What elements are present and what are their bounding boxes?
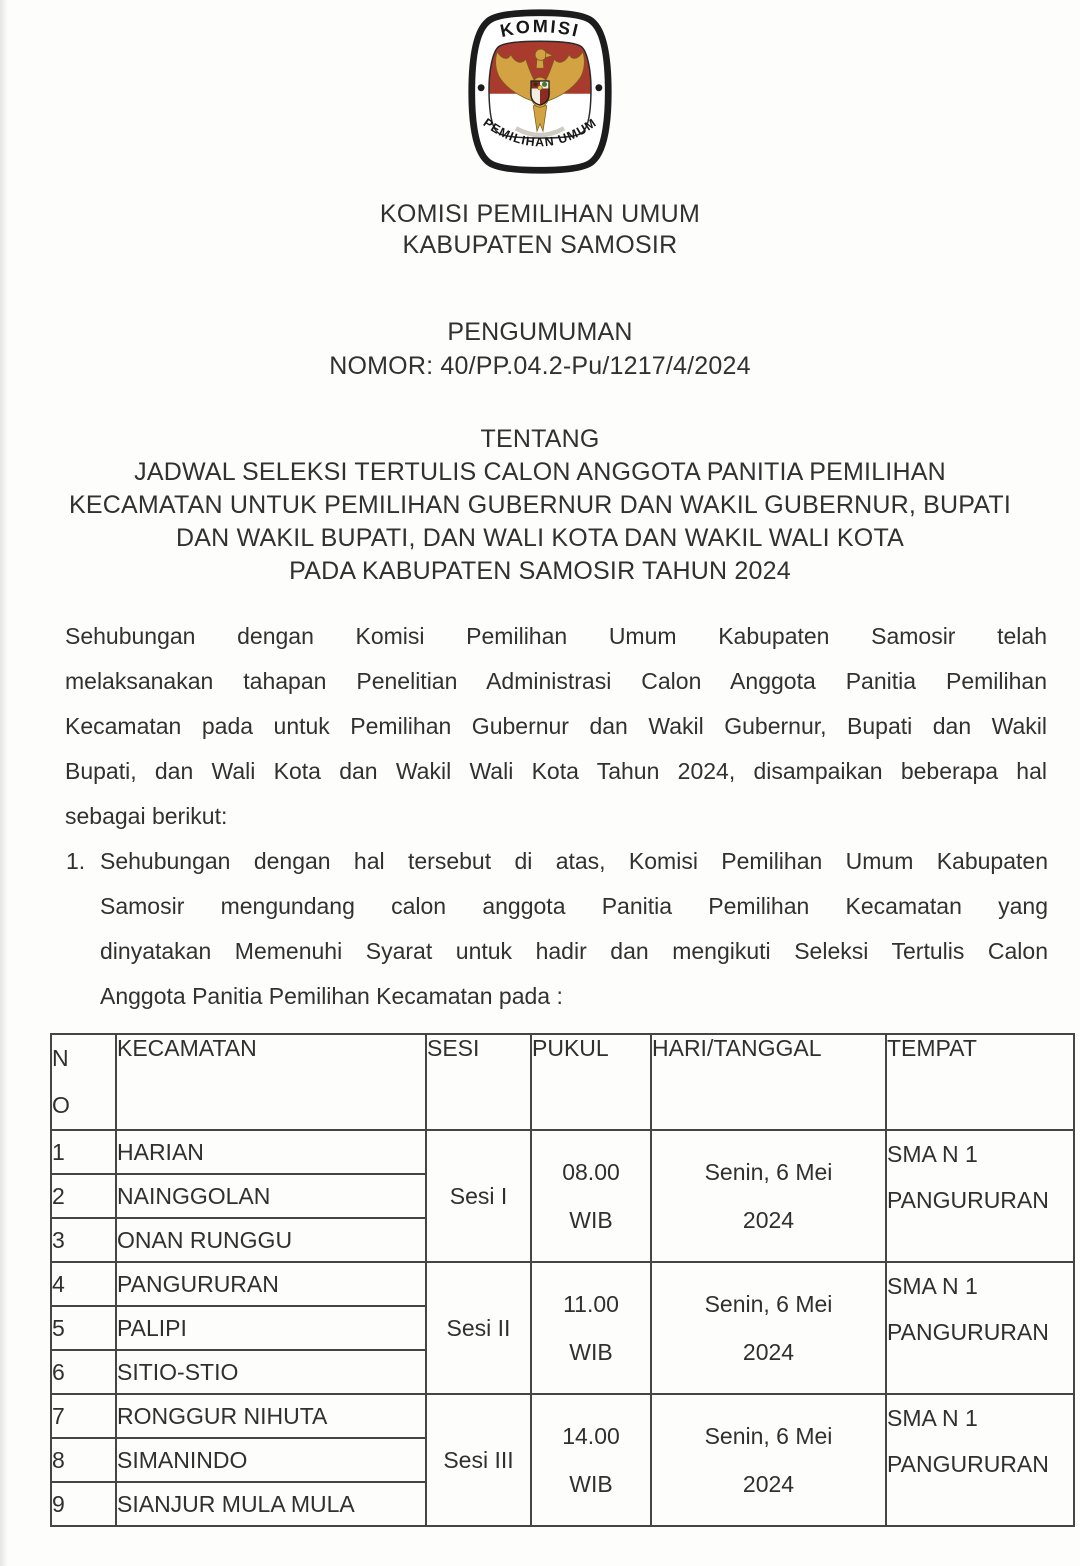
cell-kecamatan: HARIAN xyxy=(116,1130,426,1174)
col-header-kecamatan: KECAMATAN xyxy=(116,1034,426,1130)
item1-line: Samosir mengundang calon anggota Panitia Pemilihan Kecamatan yang xyxy=(100,893,1048,919)
hari-line: 2024 xyxy=(742,1207,795,1234)
subject-label: TENTANG xyxy=(480,425,600,453)
cell-hari-tanggal xyxy=(651,1262,886,1394)
hari-line: Senin, 6 Mei xyxy=(704,1159,833,1186)
intro-line: Sehubungan dengan Komisi Pemilihan Umum Kabupaten Samosir telah xyxy=(65,623,1047,649)
col-header-sesi: SESI xyxy=(426,1034,531,1130)
subject-line: DAN WAKIL BUPATI, DAN WALI KOTA DAN WAKIL WALI KOTA xyxy=(176,524,904,552)
cell-no: 2 xyxy=(51,1174,116,1218)
cell-kecamatan: ONAN RUNGGU xyxy=(116,1218,426,1262)
pukul-zone: WIB xyxy=(569,1207,613,1234)
intro-line: melaksanakan tahapan Penelitian Administrasi Calon Anggota Panitia Pemilihan xyxy=(65,668,1047,694)
cell-kecamatan: RONGGUR NIHUTA xyxy=(116,1394,426,1438)
table-row xyxy=(51,1262,1074,1306)
cell-no: 1 xyxy=(51,1130,116,1174)
item1-line: Anggota Panitia Pemilihan Kecamatan pada : xyxy=(100,983,563,1009)
cell-no: 8 xyxy=(51,1438,116,1482)
logo-bottom-text: PEMILIHAN UMUM xyxy=(480,115,600,150)
tempat-line: PANGURURAN xyxy=(887,1187,1049,1214)
intro-line: sebagai berikut: xyxy=(65,803,228,829)
pukul-time: 08.00 xyxy=(562,1159,620,1186)
cell-hari-tanggal xyxy=(651,1130,886,1262)
cell-tempat xyxy=(886,1394,1074,1526)
hari-line: Senin, 6 Mei xyxy=(704,1291,833,1318)
announcement-number: NOMOR: 40/PP.04.2-Pu/1217/4/2024 xyxy=(329,352,751,380)
cell-kecamatan: PANGURURAN xyxy=(116,1262,426,1306)
logo-top-text: KOMISI xyxy=(498,16,583,42)
logo-row xyxy=(0,0,1080,183)
cell-no: 5 xyxy=(51,1306,116,1350)
hari-line: 2024 xyxy=(742,1339,795,1366)
cell-no: 3 xyxy=(51,1218,116,1262)
intro-line: Kecamatan pada untuk Pemilihan Gubernur dan Wakil Gubernur, Bupati dan Wakil xyxy=(65,713,1047,739)
org-name-line2: KABUPATEN SAMOSIR xyxy=(402,231,678,259)
tempat-line: SMA N 1 xyxy=(887,1141,978,1168)
cell-kecamatan: SIANJUR MULA MULA xyxy=(116,1482,426,1526)
hari-line: Senin, 6 Mei xyxy=(704,1423,833,1450)
item1-line: Sehubungan dengan hal tersebut di atas, Komisi Pemilihan Umum Kabupaten xyxy=(100,848,1048,874)
pukul-time: 14.00 xyxy=(562,1423,620,1450)
cell-pukul xyxy=(531,1130,651,1262)
subject-block xyxy=(0,423,1080,588)
hari-line: 2024 xyxy=(742,1471,795,1498)
announcement-heading xyxy=(0,315,1080,383)
cell-sesi: Sesi I xyxy=(426,1130,531,1262)
cell-pukul xyxy=(531,1394,651,1526)
col-header-hari-tanggal: HARI/TANGGAL xyxy=(651,1034,886,1130)
pukul-zone: WIB xyxy=(569,1471,613,1498)
col-header-tempat: TEMPAT xyxy=(886,1034,1074,1130)
intro-paragraph xyxy=(65,614,1047,839)
subject-line: KECAMATAN UNTUK PEMILIHAN GUBERNUR DAN WAKIL GUBERNUR, BUPATI xyxy=(69,491,1011,519)
list-item-marker: 1. xyxy=(66,848,86,874)
tempat-line: SMA N 1 xyxy=(887,1273,978,1300)
kpu-logo-icon xyxy=(465,8,615,178)
item1-line: dinyatakan Memenuhi Syarat untuk hadir dan mengikuti Seleksi Tertulis Calon xyxy=(100,938,1048,964)
org-heading xyxy=(0,199,1080,261)
pukul-zone: WIB xyxy=(569,1339,613,1366)
col-header-no: NO xyxy=(52,1045,70,1119)
cell-no: 9 xyxy=(51,1482,116,1526)
schedule-table-wrap xyxy=(50,1033,1080,1527)
cell-sesi: Sesi II xyxy=(426,1262,531,1394)
list-item-1 xyxy=(66,839,1048,1019)
tempat-line: PANGURURAN xyxy=(887,1319,1049,1346)
cell-kecamatan: NAINGGOLAN xyxy=(116,1174,426,1218)
org-name-line1: KOMISI PEMILIHAN UMUM xyxy=(379,200,701,228)
cell-tempat xyxy=(886,1130,1074,1262)
cell-no: 7 xyxy=(51,1394,116,1438)
tempat-line: SMA N 1 xyxy=(887,1405,978,1432)
cell-kecamatan: PALIPI xyxy=(116,1306,426,1350)
schedule-table xyxy=(50,1033,1075,1527)
logo-dot-left xyxy=(478,84,485,91)
cell-kecamatan: SIMANINDO xyxy=(116,1438,426,1482)
logo-dot-right xyxy=(595,84,602,91)
table-row xyxy=(51,1394,1074,1438)
cell-no: 6 xyxy=(51,1350,116,1394)
cell-no: 4 xyxy=(51,1262,116,1306)
col-header-pukul: PUKUL xyxy=(531,1034,651,1130)
subject-line: PADA KABUPATEN SAMOSIR TAHUN 2024 xyxy=(289,557,791,585)
cell-tempat xyxy=(886,1262,1074,1394)
cell-kecamatan: SITIO-STIO xyxy=(116,1350,426,1394)
pukul-time: 11.00 xyxy=(563,1291,619,1318)
announcement-title: PENGUMUMAN xyxy=(447,318,633,346)
table-header-row xyxy=(51,1034,1074,1130)
table-row xyxy=(51,1130,1074,1174)
cell-pukul xyxy=(531,1262,651,1394)
tempat-line: PANGURURAN xyxy=(887,1451,1049,1478)
intro-line: Bupati, dan Wali Kota dan Wakil Wali Kota Tahun 2024, disampaikan beberapa hal xyxy=(65,758,1047,784)
cell-hari-tanggal xyxy=(651,1394,886,1526)
subject-line: JADWAL SELEKSI TERTULIS CALON ANGGOTA PANITIA PEMILIHAN xyxy=(134,458,946,486)
cell-sesi: Sesi III xyxy=(426,1394,531,1526)
